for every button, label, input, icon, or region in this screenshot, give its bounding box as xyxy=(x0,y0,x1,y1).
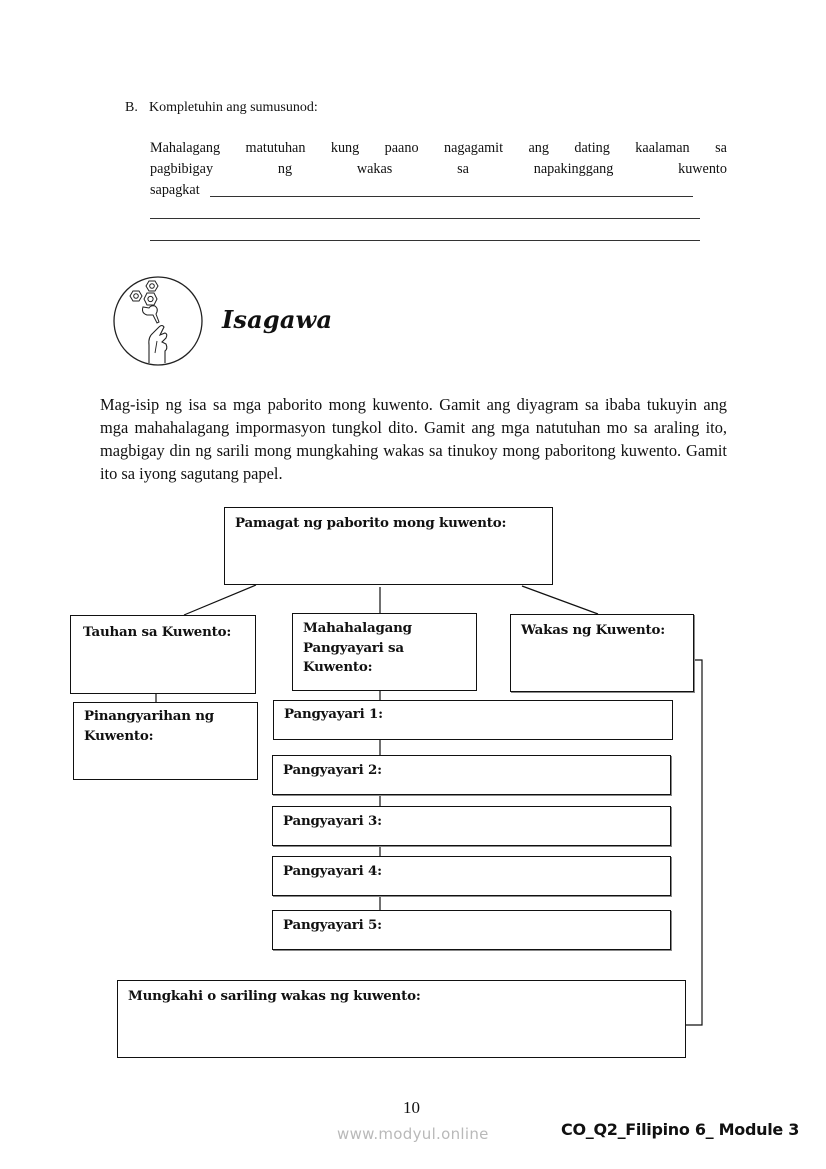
instructions-paragraph: Mag-isip ng isa sa mga paborito mong kuwento. Gamit ang diyagram sa ibaba tukuyin ang mga mahahalagang impormasyon tungkol dito. Gamit ang mga natutuhan mo sa araling ito, magbigay din ng sarili mong mungkahing wakas sa tinukoy mong paboritong kuwento. Gamit ito sa iyong sagutang papel. xyxy=(100,395,727,483)
page-number: 10 xyxy=(403,1098,420,1117)
section-b-title: Kompletuhin ang sumusunod: xyxy=(149,100,318,115)
event-box-4-label: Pangyayari 4: xyxy=(283,863,382,879)
event-box-1-label: Pangyayari 1: xyxy=(284,706,383,722)
section-letter: B. xyxy=(125,100,138,115)
event-box-3-label: Pangyayari 3: xyxy=(283,813,382,829)
title-box-label: Pamagat ng paborito mong kuwento: xyxy=(235,515,507,531)
section-title: Isagawa xyxy=(222,305,333,334)
key-events-box-label: Mahahalagang Pangyayari sa Kuwento: xyxy=(303,620,412,675)
title-box[interactable] xyxy=(224,507,553,585)
event-box-1[interactable] xyxy=(273,700,673,740)
event-box-2-label: Pangyayari 2: xyxy=(283,762,382,778)
prompt-line-1: Mahalagang matutuhan kung paano nagagamit ang dating kaalaman sa xyxy=(150,140,727,156)
prompt-line-3: sapagkat xyxy=(150,182,200,198)
setting-box-label: Pinangyarihan ng Kuwento: xyxy=(84,708,214,744)
event-box-4[interactable] xyxy=(272,856,671,896)
characters-box-label: Tauhan sa Kuwento: xyxy=(83,624,232,640)
event-box-5[interactable] xyxy=(272,910,671,950)
suggested-ending-box-label: Mungkahi o sariling wakas ng kuwento: xyxy=(128,988,421,1004)
key-events-box[interactable] xyxy=(292,613,477,691)
ending-box-label: Wakas ng Kuwento: xyxy=(521,622,665,638)
setting-box[interactable] xyxy=(73,702,258,780)
module-code: CO_Q2_Filipino 6_ Module 3 xyxy=(561,1120,800,1139)
watermark: www.modyul.online xyxy=(337,1125,489,1143)
event-box-3[interactable] xyxy=(272,806,671,846)
prompt-line-2: pagbibigay ng wakas sa napakinggang kuwento xyxy=(150,161,727,177)
event-box-2[interactable] xyxy=(272,755,671,795)
event-box-5-label: Pangyayari 5: xyxy=(283,917,382,933)
ending-box[interactable] xyxy=(510,614,694,692)
characters-box[interactable] xyxy=(70,615,256,694)
suggested-ending-box[interactable] xyxy=(117,980,686,1058)
